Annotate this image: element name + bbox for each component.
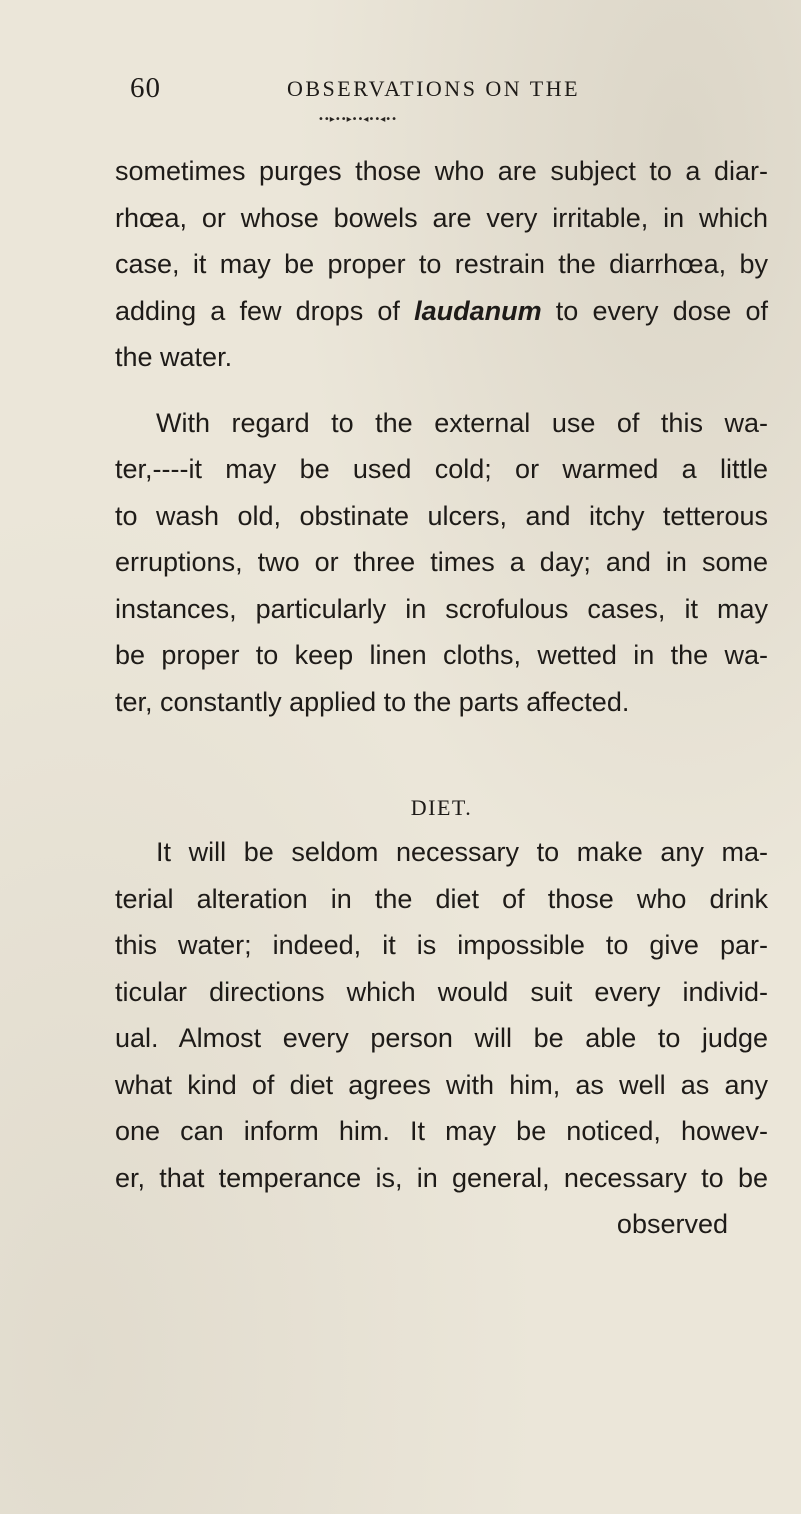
- text-line: ter, constantly applied to the parts affected.: [115, 686, 630, 717]
- paragraph-diet: [115, 829, 768, 1248]
- paragraph-water-purges: [115, 148, 768, 381]
- page-header: [130, 72, 770, 112]
- text-line: case, it may be proper to restrain the diarrhœa, by: [115, 249, 768, 279]
- text-line: ticular directions which would suit every individ-: [115, 976, 768, 1007]
- body-text: [115, 148, 768, 1248]
- text-line: this water; indeed, it is impossible to give par-: [115, 930, 768, 960]
- text-line: be proper to keep linen cloths, wetted in the wa-: [115, 640, 768, 670]
- text-line: erruptions, two or three times a day; and in some: [115, 547, 768, 577]
- page-number: 60: [130, 72, 161, 104]
- section-gap: [115, 725, 768, 787]
- text-line: rhœa, or whose bowels are very irritable, in which: [115, 202, 768, 233]
- catchword: observed: [616, 1209, 728, 1239]
- text-line: ual. Almost every person will be able to judge: [115, 1023, 768, 1053]
- header-ornament: ••▸••▸••◂••◂••: [318, 114, 398, 125]
- laudanum-italic: laudanum: [414, 295, 542, 326]
- text-line: instances, particularly in scrofulous cases, it may: [115, 593, 768, 624]
- text-line: to wash old, obstinate ulcers, and itchy tetterous: [115, 500, 768, 531]
- text-line: the water.: [115, 342, 233, 372]
- text-line: terial alteration in the diet of those who drink: [115, 883, 768, 914]
- text-line: adding a few drops of laudanum to every dose of: [115, 295, 768, 326]
- running-head: OBSERVATIONS ON THE: [287, 76, 581, 101]
- text-line: one can inform him. It may be noticed, howev-: [115, 1116, 768, 1146]
- section-heading-diet: DIET.: [410, 795, 473, 820]
- paragraph-external-use: [115, 400, 768, 726]
- text-line: er, that temperance is, in general, necessary to be: [115, 1162, 768, 1193]
- text-line: sometimes purges those who are subject to a diar-: [115, 156, 768, 186]
- text-line: ter,----it may be used cold; or warmed a little: [115, 454, 768, 484]
- text-line: It will be seldom necessary to make any ma-: [156, 837, 768, 867]
- text-line: what kind of diet agrees with him, as well as any: [115, 1069, 768, 1100]
- text-line: With regard to the external use of this wa-: [156, 407, 768, 438]
- paragraph-gap: [115, 381, 768, 400]
